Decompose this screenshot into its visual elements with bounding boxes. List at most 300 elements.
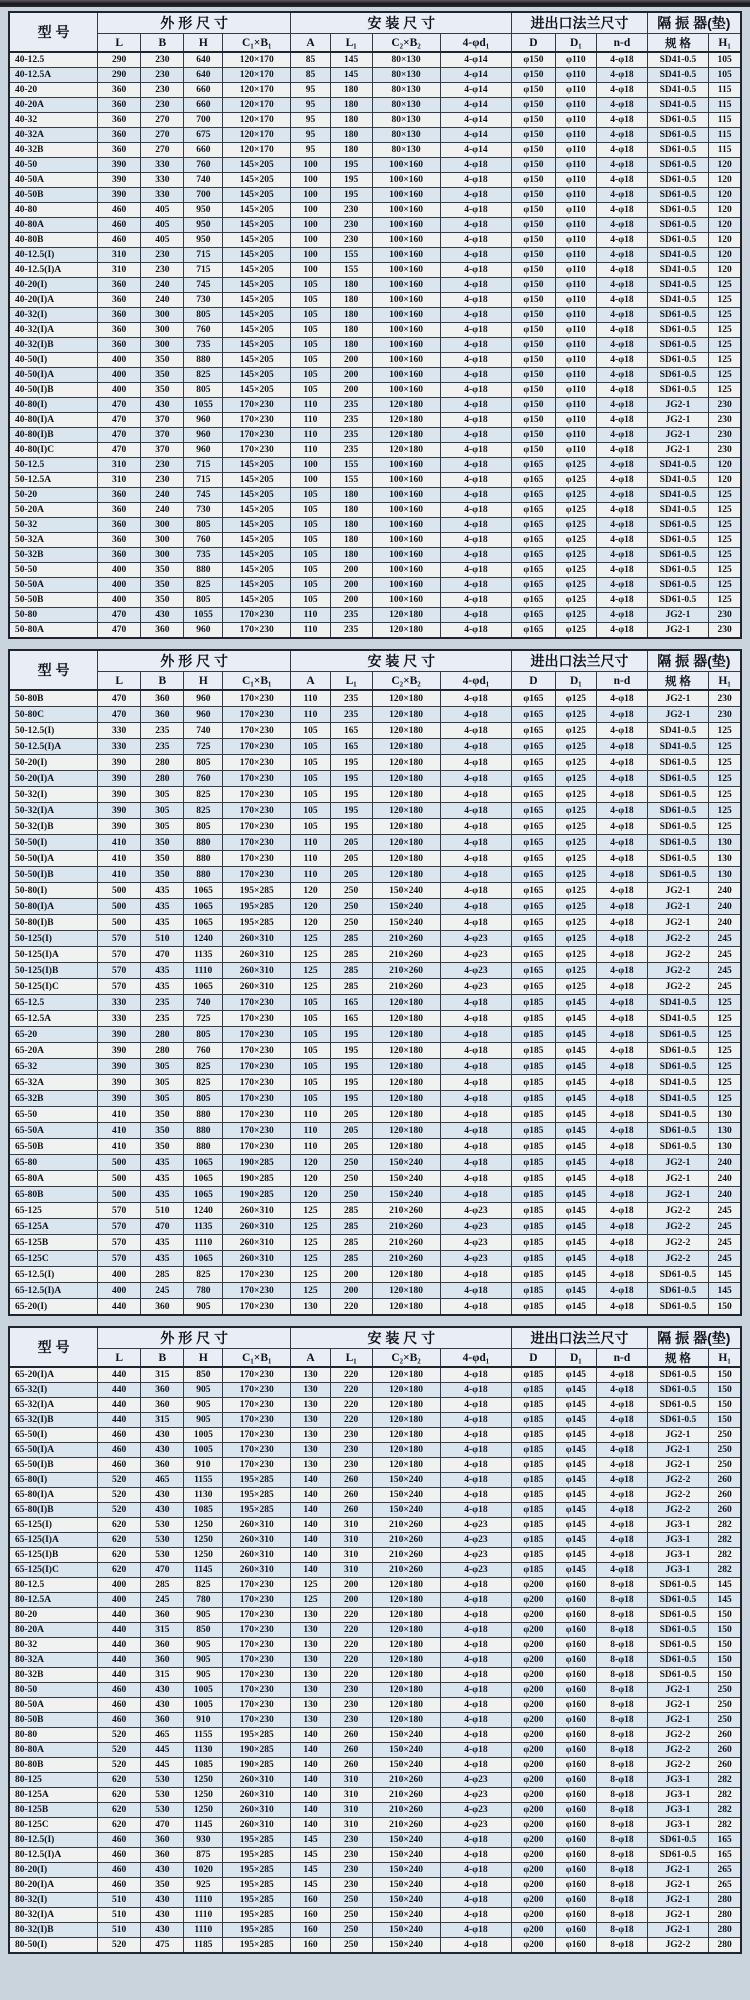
cell-4-phi-d1: 4-φ18 — [440, 218, 512, 233]
cell-4-phi-d1: 4-φ18 — [440, 278, 512, 293]
group-header-0: 外 形 尺 寸 — [98, 1327, 291, 1349]
cell-model: 65-80(I)B — [9, 1503, 98, 1518]
cell-C2xB2: 80×130 — [372, 98, 440, 113]
cell-D1: φ160 — [555, 1938, 597, 1954]
table-row — [9, 1503, 741, 1518]
cell-model: 65-80(I) — [9, 1473, 98, 1488]
cell-L: 410 — [98, 1123, 141, 1139]
cell-C2xB2: 100×160 — [372, 203, 440, 218]
cell-D: φ185 — [512, 1548, 555, 1563]
cell-D1: φ160 — [555, 1923, 597, 1938]
cell-B: 430 — [141, 608, 184, 623]
cell-B: 285 — [141, 1267, 184, 1283]
cell-n-d: 4-φ18 — [597, 1563, 648, 1578]
cell-spec: JG3-1 — [647, 1773, 708, 1788]
cell-H: 760 — [184, 323, 223, 338]
cell-D1: φ110 — [555, 52, 597, 68]
cell-C1xB1: 120×170 — [223, 143, 291, 158]
cell-C1xB1: 170×230 — [223, 1443, 291, 1458]
cell-model: 65-12.5(I) — [9, 1267, 98, 1283]
table-row — [9, 851, 741, 867]
cell-model: 50-80(I)B — [9, 915, 98, 931]
cell-A: 130 — [291, 1653, 331, 1668]
cell-L: 460 — [98, 218, 141, 233]
cell-D: φ200 — [512, 1578, 555, 1593]
table-row — [9, 690, 741, 707]
cell-H: 1145 — [184, 1563, 223, 1578]
cell-D: φ150 — [512, 263, 555, 278]
cell-D: φ150 — [512, 248, 555, 263]
cell-C1xB1: 195×285 — [223, 1878, 291, 1893]
cell-n-d: 4-φ18 — [597, 1367, 648, 1383]
cell-L: 400 — [98, 1578, 141, 1593]
cell-H1: 282 — [709, 1518, 741, 1533]
cell-4-phi-d1: 4-φ18 — [440, 1443, 512, 1458]
col-header-L: L — [98, 34, 141, 53]
cell-H: 825 — [184, 1267, 223, 1283]
cell-D: φ165 — [512, 563, 555, 578]
cell-A: 145 — [291, 1863, 331, 1878]
table-row — [9, 263, 741, 278]
cell-B: 530 — [141, 1773, 184, 1788]
cell-n-d: 4-φ18 — [597, 867, 648, 883]
cell-D: φ165 — [512, 548, 555, 563]
cell-model: 65-50(I)A — [9, 1443, 98, 1458]
cell-C2xB2: 120×180 — [372, 723, 440, 739]
cell-H: 1005 — [184, 1443, 223, 1458]
cell-H: 805 — [184, 819, 223, 835]
cell-H1: 150 — [709, 1608, 741, 1623]
cell-spec: JG2-1 — [647, 1863, 708, 1878]
cell-A: 105 — [291, 518, 331, 533]
cell-spec: SD61-0.5 — [647, 1027, 708, 1043]
cell-H: 960 — [184, 428, 223, 443]
col-header-spec: 规 格 — [647, 672, 708, 691]
cell-H: 825 — [184, 578, 223, 593]
cell-4-phi-d1: 4-φ18 — [440, 1593, 512, 1608]
cell-B: 280 — [141, 1027, 184, 1043]
cell-4-phi-d1: 4-φ18 — [440, 593, 512, 608]
cell-B: 470 — [141, 1563, 184, 1578]
cell-D1: φ110 — [555, 443, 597, 458]
table-header — [9, 12, 741, 52]
table-row — [9, 1283, 741, 1299]
cell-H1: 130 — [709, 851, 741, 867]
cell-D: φ200 — [512, 1593, 555, 1608]
cell-C2xB2: 120×180 — [372, 1683, 440, 1698]
cell-D1: φ125 — [555, 578, 597, 593]
cell-model: 50-32 — [9, 518, 98, 533]
cell-L1: 235 — [330, 443, 372, 458]
table-row — [9, 563, 741, 578]
cell-L: 390 — [98, 755, 141, 771]
cell-H: 910 — [184, 1458, 223, 1473]
cell-A: 95 — [291, 113, 331, 128]
cell-H: 905 — [184, 1299, 223, 1316]
cell-H1: 125 — [709, 755, 741, 771]
cell-D: φ185 — [512, 1267, 555, 1283]
cell-B: 300 — [141, 308, 184, 323]
table-row — [9, 1443, 741, 1458]
cell-C1xB1: 145×205 — [223, 578, 291, 593]
cell-model: 65-50 — [9, 1107, 98, 1123]
cell-spec: SD61-0.5 — [647, 1383, 708, 1398]
cell-B: 475 — [141, 1938, 184, 1954]
table-body — [9, 1367, 741, 1953]
cell-C2xB2: 120×180 — [372, 1267, 440, 1283]
cell-C1xB1: 145×205 — [223, 503, 291, 518]
cell-C1xB1: 145×205 — [223, 323, 291, 338]
table-row — [9, 533, 741, 548]
cell-L1: 165 — [330, 995, 372, 1011]
cell-H: 880 — [184, 1107, 223, 1123]
cell-4-phi-d1: 4-φ18 — [440, 263, 512, 278]
cell-D: φ185 — [512, 1428, 555, 1443]
cell-L: 570 — [98, 931, 141, 947]
cell-L1: 155 — [330, 458, 372, 473]
table-row — [9, 1623, 741, 1638]
cell-H: 1110 — [184, 1235, 223, 1251]
cell-4-phi-d1: 4-φ18 — [440, 1428, 512, 1443]
cell-L: 440 — [98, 1299, 141, 1316]
cell-n-d: 8-φ18 — [597, 1788, 648, 1803]
cell-C2xB2: 150×240 — [372, 1938, 440, 1954]
cell-C2xB2: 120×180 — [372, 1638, 440, 1653]
cell-spec: JG2-1 — [647, 690, 708, 707]
cell-A: 140 — [291, 1758, 331, 1773]
cell-n-d: 4-φ18 — [597, 113, 648, 128]
cell-C2xB2: 150×240 — [372, 1758, 440, 1773]
cell-B: 435 — [141, 979, 184, 995]
cell-4-phi-d1: 4-φ18 — [440, 488, 512, 503]
cell-B: 370 — [141, 413, 184, 428]
cell-D1: φ125 — [555, 947, 597, 963]
cell-L1: 285 — [330, 979, 372, 995]
cell-D1: φ125 — [555, 835, 597, 851]
cell-A: 160 — [291, 1893, 331, 1908]
cell-H1: 250 — [709, 1443, 741, 1458]
cell-spec: SD61-0.5 — [647, 867, 708, 883]
cell-n-d: 4-φ18 — [597, 488, 648, 503]
cell-spec: SD61-0.5 — [647, 383, 708, 398]
cell-4-phi-d1: 4-φ18 — [440, 1367, 512, 1383]
cell-D1: φ160 — [555, 1728, 597, 1743]
cell-L1: 220 — [330, 1367, 372, 1383]
col-header-A: A — [291, 34, 331, 53]
cell-H: 1005 — [184, 1683, 223, 1698]
group-header-3: 隔 振 器(垫) — [647, 12, 741, 34]
cell-B: 305 — [141, 1091, 184, 1107]
cell-D: φ150 — [512, 83, 555, 98]
cell-A: 105 — [291, 771, 331, 787]
col-header-C1xB1: C₁×B₁ — [223, 34, 291, 53]
cell-n-d: 8-φ18 — [597, 1833, 648, 1848]
cell-n-d: 4-φ18 — [597, 1383, 648, 1398]
col-header-H1: H₁ — [709, 1349, 741, 1368]
cell-B: 370 — [141, 443, 184, 458]
cell-L: 570 — [98, 1219, 141, 1235]
cell-spec: SD61-0.5 — [647, 787, 708, 803]
cell-4-phi-d1: 4-φ23 — [440, 1203, 512, 1219]
cell-H: 880 — [184, 835, 223, 851]
cell-C2xB2: 150×240 — [372, 1923, 440, 1938]
cell-C2xB2: 120×180 — [372, 1139, 440, 1155]
cell-B: 360 — [141, 1383, 184, 1398]
cell-spec: SD61-0.5 — [647, 1593, 708, 1608]
cell-A: 125 — [291, 979, 331, 995]
cell-L1: 230 — [330, 1443, 372, 1458]
cell-A: 125 — [291, 1283, 331, 1299]
cell-4-phi-d1: 4-φ18 — [440, 915, 512, 931]
cell-C1xB1: 170×230 — [223, 1638, 291, 1653]
group-header-0: 外 形 尺 寸 — [98, 12, 291, 34]
cell-B: 360 — [141, 1398, 184, 1413]
cell-H: 700 — [184, 113, 223, 128]
cell-C2xB2: 120×180 — [372, 1367, 440, 1383]
cell-L1: 205 — [330, 1139, 372, 1155]
cell-B: 350 — [141, 1123, 184, 1139]
cell-C1xB1: 145×205 — [223, 293, 291, 308]
cell-H: 1250 — [184, 1773, 223, 1788]
cell-D1: φ125 — [555, 755, 597, 771]
cell-B: 360 — [141, 1458, 184, 1473]
cell-L1: 310 — [330, 1788, 372, 1803]
cell-D1: φ145 — [555, 1299, 597, 1316]
table-row — [9, 1668, 741, 1683]
cell-L: 360 — [98, 113, 141, 128]
cell-D: φ165 — [512, 707, 555, 723]
cell-L1: 195 — [330, 787, 372, 803]
cell-H1: 130 — [709, 1107, 741, 1123]
cell-B: 470 — [141, 947, 184, 963]
cell-n-d: 4-φ18 — [597, 1398, 648, 1413]
table-row — [9, 1139, 741, 1155]
cell-D1: φ110 — [555, 158, 597, 173]
cell-C1xB1: 145×205 — [223, 203, 291, 218]
cell-H1: 150 — [709, 1413, 741, 1428]
table-row — [9, 1548, 741, 1563]
cell-C2xB2: 100×160 — [372, 383, 440, 398]
cell-n-d: 4-φ18 — [597, 995, 648, 1011]
cell-B: 305 — [141, 787, 184, 803]
cell-model: 50-32(I)A — [9, 803, 98, 819]
table-row — [9, 293, 741, 308]
cell-4-phi-d1: 4-φ18 — [440, 1155, 512, 1171]
cell-L1: 220 — [330, 1413, 372, 1428]
cell-model: 65-125 — [9, 1203, 98, 1219]
cell-L1: 250 — [330, 1893, 372, 1908]
cell-D1: φ125 — [555, 458, 597, 473]
cell-C1xB1: 260×310 — [223, 1203, 291, 1219]
cell-C2xB2: 100×160 — [372, 353, 440, 368]
cell-C2xB2: 120×180 — [372, 819, 440, 835]
cell-C1xB1: 145×205 — [223, 368, 291, 383]
cell-spec: JG2-1 — [647, 707, 708, 723]
cell-H1: 280 — [709, 1923, 741, 1938]
col-header-D: D — [512, 672, 555, 691]
cell-H: 805 — [184, 518, 223, 533]
cell-4-phi-d1: 4-φ18 — [440, 1383, 512, 1398]
col-header-n-d: n-d — [597, 672, 648, 691]
cell-spec: JG3-1 — [647, 1803, 708, 1818]
cell-C1xB1: 170×230 — [223, 723, 291, 739]
cell-4-phi-d1: 4-φ23 — [440, 1533, 512, 1548]
cell-spec: JG2-1 — [647, 915, 708, 931]
cell-4-phi-d1: 4-φ18 — [440, 203, 512, 218]
cell-D: φ185 — [512, 1171, 555, 1187]
cell-n-d: 4-φ18 — [597, 947, 648, 963]
cell-model: 80-50A — [9, 1698, 98, 1713]
cell-4-phi-d1: 4-φ18 — [440, 787, 512, 803]
cell-L: 620 — [98, 1533, 141, 1548]
cell-A: 140 — [291, 1728, 331, 1743]
cell-model: 50-125(I)A — [9, 947, 98, 963]
cell-A: 95 — [291, 143, 331, 158]
cell-model: 50-50(I)B — [9, 867, 98, 883]
cell-model: 80-12.5(I) — [9, 1833, 98, 1848]
cell-D: φ165 — [512, 593, 555, 608]
cell-A: 110 — [291, 1139, 331, 1155]
cell-4-phi-d1: 4-φ18 — [440, 1413, 512, 1428]
cell-L: 510 — [98, 1893, 141, 1908]
cell-spec: SD41-0.5 — [647, 1075, 708, 1091]
cell-L: 360 — [98, 83, 141, 98]
cell-H: 1110 — [184, 1923, 223, 1938]
cell-L1: 250 — [330, 1923, 372, 1938]
cell-D: φ150 — [512, 68, 555, 83]
cell-A: 105 — [291, 593, 331, 608]
cell-C1xB1: 260×310 — [223, 1548, 291, 1563]
cell-spec: JG3-1 — [647, 1548, 708, 1563]
cell-L: 620 — [98, 1518, 141, 1533]
cell-H1: 120 — [709, 233, 741, 248]
cell-spec: SD61-0.5 — [647, 1833, 708, 1848]
cell-H1: 230 — [709, 707, 741, 723]
table-row — [9, 1011, 741, 1027]
table-row — [9, 218, 741, 233]
cell-C2xB2: 120×180 — [372, 1413, 440, 1428]
cell-L1: 155 — [330, 473, 372, 488]
cell-H1: 120 — [709, 203, 741, 218]
cell-spec: SD61-0.5 — [647, 1299, 708, 1316]
cell-D: φ185 — [512, 1518, 555, 1533]
cell-4-phi-d1: 4-φ23 — [440, 963, 512, 979]
cell-n-d: 4-φ18 — [597, 83, 648, 98]
cell-H: 880 — [184, 563, 223, 578]
table-row — [9, 278, 741, 293]
cell-L: 620 — [98, 1803, 141, 1818]
cell-D: φ150 — [512, 308, 555, 323]
cell-4-phi-d1: 4-φ18 — [440, 1908, 512, 1923]
cell-B: 305 — [141, 1059, 184, 1075]
cell-D1: φ160 — [555, 1863, 597, 1878]
header-col-row — [9, 672, 741, 691]
cell-A: 100 — [291, 158, 331, 173]
cell-spec: SD61-0.5 — [647, 1398, 708, 1413]
cell-model: 50-80(I)A — [9, 899, 98, 915]
cell-L: 360 — [98, 323, 141, 338]
cell-D1: φ125 — [555, 963, 597, 979]
cell-D: φ150 — [512, 413, 555, 428]
cell-A: 140 — [291, 1818, 331, 1833]
cell-C2xB2: 150×240 — [372, 1848, 440, 1863]
cell-C2xB2: 80×130 — [372, 83, 440, 98]
cell-4-phi-d1: 4-φ14 — [440, 143, 512, 158]
cell-D1: φ125 — [555, 608, 597, 623]
cell-D1: φ160 — [555, 1818, 597, 1833]
cell-C2xB2: 80×130 — [372, 68, 440, 83]
cell-model: 40-12.5(I)A — [9, 263, 98, 278]
cell-spec: SD61-0.5 — [647, 819, 708, 835]
cell-A: 130 — [291, 1413, 331, 1428]
cell-D1: φ110 — [555, 218, 597, 233]
cell-L1: 205 — [330, 851, 372, 867]
table-row — [9, 1758, 741, 1773]
cell-L: 410 — [98, 835, 141, 851]
table-row — [9, 1187, 741, 1203]
cell-n-d: 4-φ18 — [597, 323, 648, 338]
cell-C2xB2: 100×160 — [372, 308, 440, 323]
cell-C1xB1: 170×230 — [223, 1713, 291, 1728]
cell-B: 240 — [141, 293, 184, 308]
table-row — [9, 1383, 741, 1398]
cell-C2xB2: 100×160 — [372, 263, 440, 278]
cell-B: 280 — [141, 755, 184, 771]
cell-D: φ185 — [512, 1367, 555, 1383]
cell-C2xB2: 150×240 — [372, 1187, 440, 1203]
cell-model: 50-12.5(I)A — [9, 739, 98, 755]
cell-H1: 145 — [709, 1578, 741, 1593]
cell-4-phi-d1: 4-φ18 — [440, 1608, 512, 1623]
cell-spec: JG2-2 — [647, 1758, 708, 1773]
cell-n-d: 4-φ18 — [597, 533, 648, 548]
cell-4-phi-d1: 4-φ18 — [440, 1107, 512, 1123]
cell-A: 110 — [291, 690, 331, 707]
cell-n-d: 4-φ18 — [597, 1299, 648, 1316]
cell-D: φ150 — [512, 113, 555, 128]
cell-L1: 310 — [330, 1518, 372, 1533]
cell-n-d: 4-φ18 — [597, 931, 648, 947]
cell-D1: φ110 — [555, 173, 597, 188]
cell-model: 80-12.5A — [9, 1593, 98, 1608]
cell-4-phi-d1: 4-φ14 — [440, 113, 512, 128]
cell-A: 140 — [291, 1518, 331, 1533]
cell-4-phi-d1: 4-φ23 — [440, 1548, 512, 1563]
cell-n-d: 4-φ18 — [597, 338, 648, 353]
cell-A: 130 — [291, 1608, 331, 1623]
cell-D: φ185 — [512, 1075, 555, 1091]
spec-table-2 — [8, 649, 742, 1316]
cell-spec: SD41-0.5 — [647, 1011, 708, 1027]
cell-H1: 230 — [709, 623, 741, 639]
cell-n-d: 8-φ18 — [597, 1818, 648, 1833]
cell-L1: 310 — [330, 1563, 372, 1578]
cell-L: 440 — [98, 1668, 141, 1683]
table-row — [9, 83, 741, 98]
cell-H1: 125 — [709, 593, 741, 608]
group-header-2: 进出口法兰尺寸 — [512, 650, 647, 672]
cell-4-phi-d1: 4-φ18 — [440, 1123, 512, 1139]
cell-C2xB2: 120×180 — [372, 1107, 440, 1123]
cell-4-phi-d1: 4-φ18 — [440, 1075, 512, 1091]
cell-H: 760 — [184, 533, 223, 548]
cell-spec: JG2-1 — [647, 1908, 708, 1923]
cell-n-d: 4-φ18 — [597, 233, 648, 248]
cell-4-phi-d1: 4-φ18 — [440, 1503, 512, 1518]
cell-H: 1065 — [184, 1251, 223, 1267]
cell-4-phi-d1: 4-φ18 — [440, 1833, 512, 1848]
cell-C1xB1: 260×310 — [223, 963, 291, 979]
